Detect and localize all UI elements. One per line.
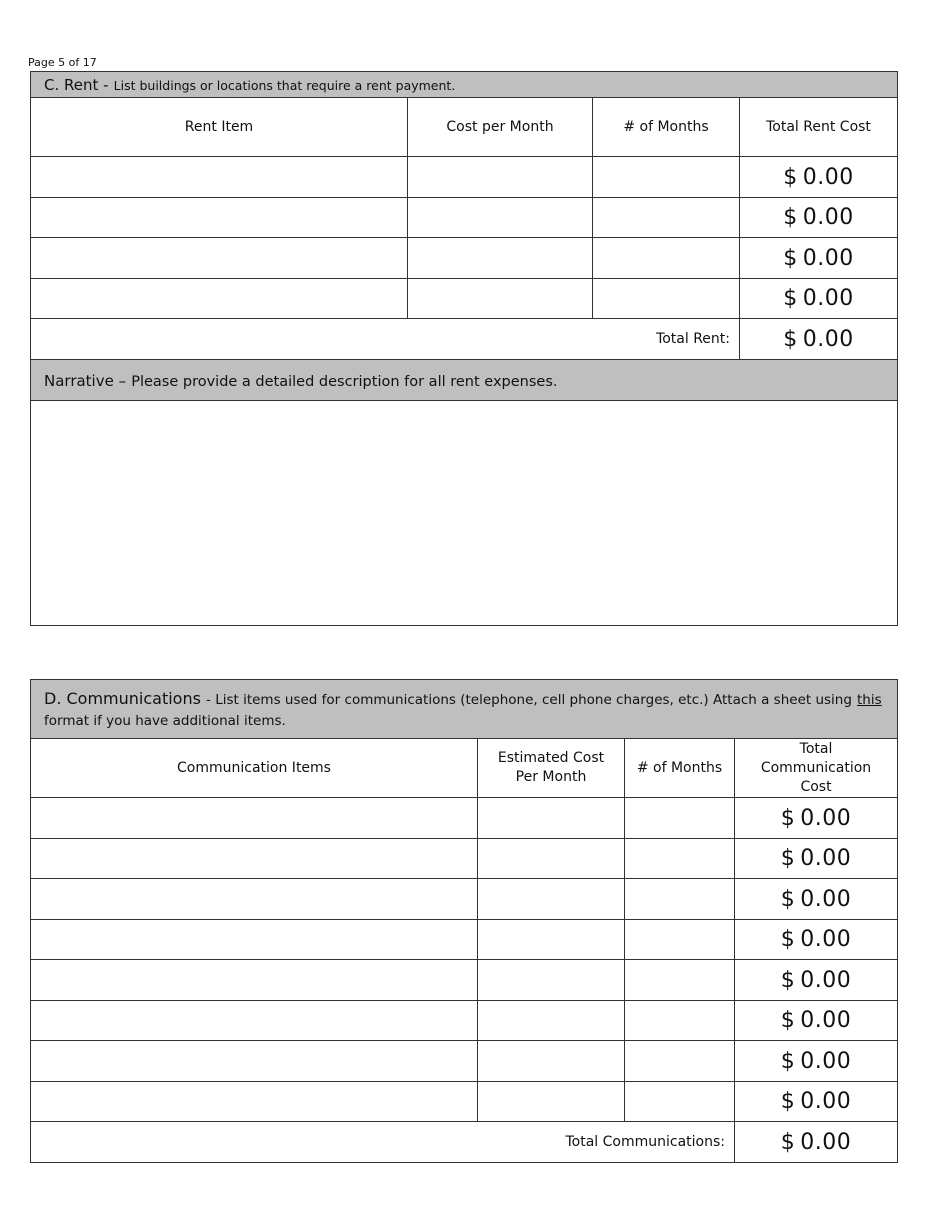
- comm-months-field[interactable]: [625, 839, 735, 879]
- rent-col-total: Total Rent Cost: [740, 98, 898, 157]
- comm-row-total: $ 0.00: [735, 920, 898, 960]
- communications-section-description-2: format if you have additional items.: [44, 713, 286, 729]
- comm-item-field[interactable]: [31, 839, 478, 879]
- rent-row-total: $ 0.00: [740, 157, 898, 198]
- comm-item-field[interactable]: [31, 1082, 478, 1122]
- comm-col-cost: Estimated Cost Per Month: [478, 739, 625, 798]
- comm-row-total: $ 0.00: [735, 960, 898, 1001]
- rent-col-months: # of Months: [593, 98, 740, 157]
- rent-cost-field[interactable]: [408, 279, 593, 319]
- comm-item-field[interactable]: [31, 960, 478, 1001]
- comm-row-total: $ 0.00: [735, 798, 898, 839]
- rent-section-description: List buildings or locations that require a rent payment.: [113, 78, 456, 93]
- comm-cost-field[interactable]: [478, 879, 625, 920]
- communications-total-label: Total Communications:: [31, 1122, 735, 1163]
- rent-col-item: Rent Item: [31, 98, 408, 157]
- rent-months-field[interactable]: [593, 157, 740, 198]
- rent-total-value: $ 0.00: [740, 319, 898, 360]
- comm-cost-field[interactable]: [478, 920, 625, 960]
- comm-item-field[interactable]: [31, 798, 478, 839]
- rent-section-title: C. Rent -: [44, 76, 109, 94]
- comm-months-field[interactable]: [625, 1001, 735, 1041]
- rent-narrative-header: [31, 360, 898, 401]
- communications-total-value: $ 0.00: [735, 1122, 898, 1163]
- comm-item-field[interactable]: [31, 920, 478, 960]
- comm-row-total: $ 0.00: [735, 839, 898, 879]
- comm-cost-field[interactable]: [478, 1041, 625, 1082]
- rent-narrative-field[interactable]: [31, 401, 898, 626]
- comm-row-total: $ 0.00: [735, 1041, 898, 1082]
- comm-cost-field[interactable]: [478, 839, 625, 879]
- comm-months-field[interactable]: [625, 798, 735, 839]
- comm-row-total: $ 0.00: [735, 1001, 898, 1041]
- table-row: [31, 1041, 898, 1082]
- comm-row-total: $ 0.00: [735, 879, 898, 920]
- rent-cost-field[interactable]: [408, 157, 593, 198]
- table-row: [31, 839, 898, 879]
- rent-cost-field[interactable]: [408, 238, 593, 279]
- comm-months-field[interactable]: [625, 920, 735, 960]
- comm-months-field[interactable]: [625, 879, 735, 920]
- comm-months-field[interactable]: [625, 1082, 735, 1122]
- rent-item-field[interactable]: [31, 238, 408, 279]
- comm-cost-field[interactable]: [478, 1001, 625, 1041]
- comm-months-field[interactable]: [625, 1041, 735, 1082]
- rent-months-field[interactable]: [593, 198, 740, 238]
- communications-section-title: D. Communications: [44, 689, 201, 708]
- communications-section-description: - List items used for communications (telephone, cell phone charges, etc.) Attach a sheet using: [206, 692, 852, 708]
- comm-cost-field[interactable]: [478, 798, 625, 839]
- rent-row-total: $ 0.00: [740, 279, 898, 319]
- rent-narrative-description: Please provide a detailed description for all rent expenses.: [131, 373, 558, 390]
- rent-row-total: $ 0.00: [740, 198, 898, 238]
- rent-section-header: [31, 72, 898, 98]
- rent-item-field[interactable]: [31, 198, 408, 238]
- table-row: [31, 798, 898, 839]
- comm-item-field[interactable]: [31, 1041, 478, 1082]
- rent-total-label: Total Rent:: [31, 319, 740, 360]
- comm-months-field[interactable]: [625, 960, 735, 1001]
- rent-months-field[interactable]: [593, 279, 740, 319]
- comm-col-item: Communication Items: [31, 739, 478, 798]
- table-row: [31, 960, 898, 1001]
- communications-table: [30, 679, 898, 1163]
- comm-col-months: # of Months: [625, 739, 735, 798]
- rent-cost-field[interactable]: [408, 198, 593, 238]
- page-number: Page 5 of 17: [28, 56, 97, 69]
- comm-col-total: Total Communication Cost: [735, 739, 898, 798]
- communications-section-header: [31, 680, 898, 739]
- table-row: [31, 920, 898, 960]
- table-row: [31, 157, 898, 198]
- table-row: [31, 879, 898, 920]
- table-row: [31, 1082, 898, 1122]
- rent-item-field[interactable]: [31, 157, 408, 198]
- communications-format-link[interactable]: this: [857, 692, 882, 708]
- comm-row-total: $ 0.00: [735, 1082, 898, 1122]
- rent-item-field[interactable]: [31, 279, 408, 319]
- comm-item-field[interactable]: [31, 1001, 478, 1041]
- rent-table: [30, 71, 898, 626]
- table-row: [31, 1001, 898, 1041]
- table-row: [31, 198, 898, 238]
- rent-col-cost: Cost per Month: [408, 98, 593, 157]
- comm-item-field[interactable]: [31, 879, 478, 920]
- rent-row-total: $ 0.00: [740, 238, 898, 279]
- rent-months-field[interactable]: [593, 238, 740, 279]
- rent-narrative-title: Narrative –: [44, 371, 127, 390]
- table-row: [31, 238, 898, 279]
- comm-cost-field[interactable]: [478, 960, 625, 1001]
- comm-cost-field[interactable]: [478, 1082, 625, 1122]
- table-row: [31, 279, 898, 319]
